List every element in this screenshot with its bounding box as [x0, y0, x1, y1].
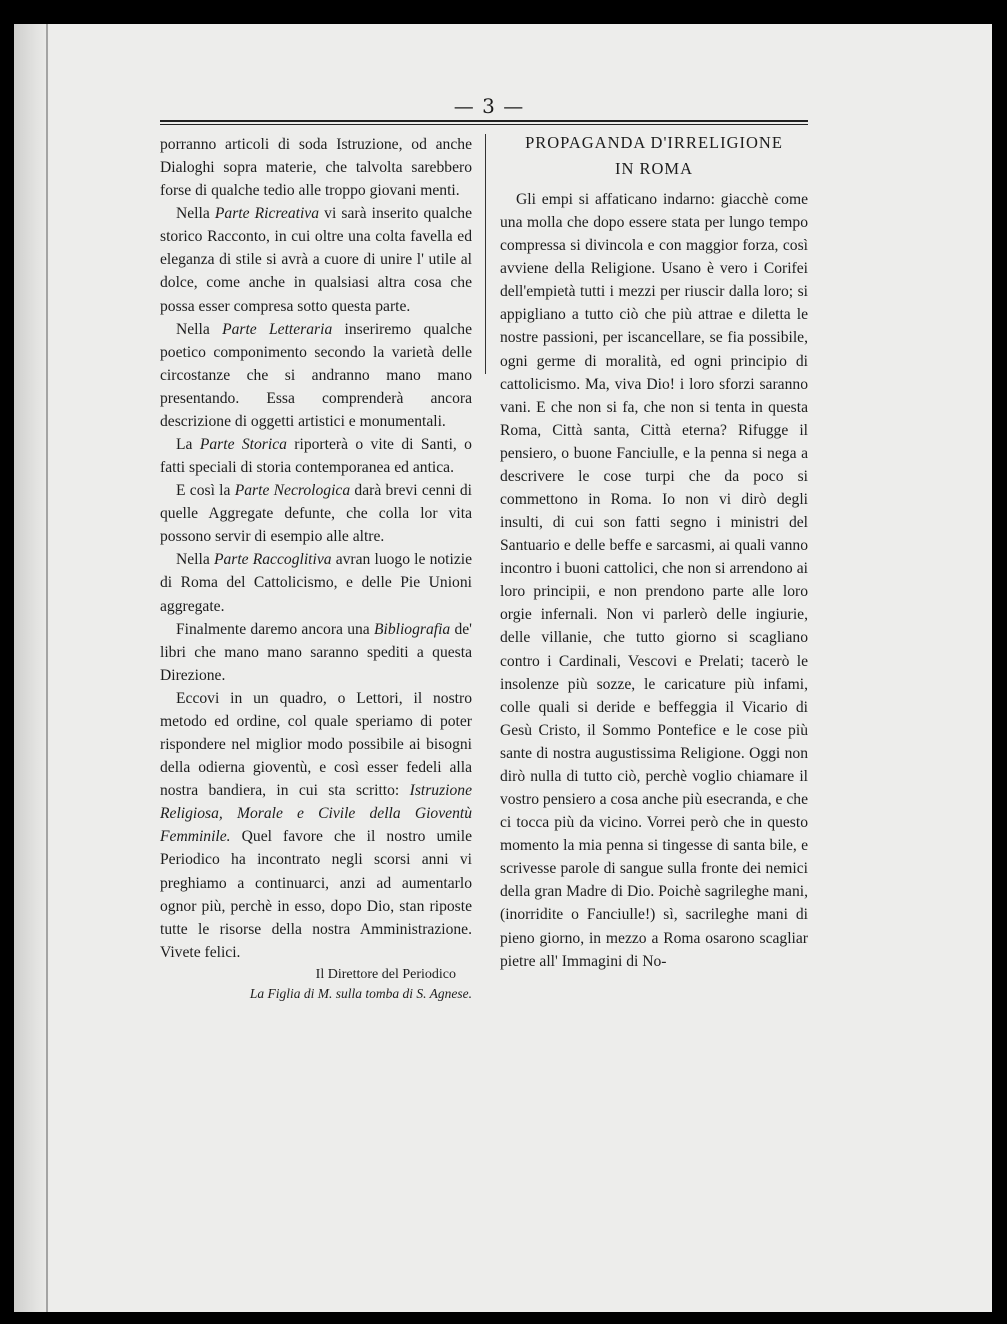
binding-gutter [14, 24, 50, 1312]
text-run: Quel favore che il nostro umile Periodico ha incontrato negli scorsi anni vi preghiamo a continuarci, anzi ad aumentarlo ognor più, perchè in esso, dopo Dio, stan riposte tutte le risorse della nostra Amministrazione. Vivete felici. [160, 828, 472, 961]
paragraph-parte-letteraria [160, 318, 472, 433]
paragraph: porranno articoli di soda Istruzione, od anche Dialoghi sopra materie, che talvolta sarebbero forse di qualche tedio alle troppo giovani menti. [160, 136, 472, 200]
text-run: Nella [176, 551, 214, 569]
signature-title: Il Direttore del Periodico [315, 966, 456, 982]
right-column [500, 131, 808, 973]
text-run: de' libri che mano mano saranno spediti a questa Direzione. [160, 620, 472, 684]
paragraph-parte-necrologica [160, 479, 472, 548]
section-name: Parte Ricreativa [214, 205, 320, 223]
page [14, 24, 992, 1312]
paragraph-parte-raccoglitiva [160, 548, 472, 617]
section-name: Parte Letteraria [222, 320, 333, 338]
paragraph-parte-ricreativa [160, 202, 472, 317]
text-run: La [176, 436, 200, 454]
paragraph-bibliografia [160, 618, 472, 687]
paragraph-closing [160, 687, 472, 964]
signature-name: La Figlia di M. sulla tomba di S. Agnese. [249, 985, 472, 1001]
text-run: Nella [176, 320, 223, 338]
text-run: riporterà o vite di Santi, o fatti speciali di storia contemporanea ed antica. [160, 436, 472, 477]
article-subtitle: IN ROMA [614, 159, 694, 178]
column-separator [485, 134, 486, 374]
left-column [160, 133, 472, 1003]
text-run: darà brevi cenni di quelle Aggregate defunte, che colla lor vita possono servir di esempio alle altre. [160, 482, 472, 546]
header-rule-thin [160, 124, 808, 125]
text-run: Nella [176, 205, 215, 223]
text-run: avran luogo le notizie di Roma del Cattolicismo, e delle Pie Unioni aggregate. [160, 551, 472, 615]
text-run: Finalmente daremo ancora una [176, 620, 374, 638]
text-run: E così la [176, 482, 235, 500]
text-run: inseriremo qualche poetico componimento secondo la varietà delle circostanze che si andranno mano mano presentando. Essa comprenderà ancora descrizione di oggetti artistici e monumentali. [160, 320, 472, 430]
text-run: vi sarà inserito qualche storico Racconto, in cui oltre una colta favella ed eleganza di stile si avrà a cuore di unire l' utile al dolce, come anche in qualsiasi altra cosa che possa esser compresa sotto questa parte. [160, 205, 472, 315]
article-title: PROPAGANDA D'IRRELIGIONE [525, 133, 783, 152]
section-name: Parte Storica [199, 436, 287, 454]
section-name: Parte Necrologica [234, 482, 351, 500]
text-run: Eccovi in un quadro, o Lettori, il nostro metodo ed ordine, col quale speriamo di poter rispondere nel miglior modo possibile ai bisogni della odierna gioventù, e così esser fedeli alla nostra bandiera, in cui sta scritto: [160, 689, 472, 800]
motto: Istruzione Religiosa, Morale e Civile della Gioventù Femminile. [160, 782, 472, 846]
paragraph-parte-storica [160, 433, 472, 479]
article-body: Gli empi si affaticano indarno: giacchè come una molla che dopo essere stata per lungo tempo compressa si divincola e con maggior forza, così avviene della Religione. Usano è vero i Corifei dell'empietà tutti i mezzi per riuscir dalla loro; si appigliano a tutto ciò che più attrae e diletta le nostre passioni, per iscancellare, se fia possibile, ogni germe di moralità, ed ogni principio di cattolicismo. Ma, viva Dio! i loro sforzi saranno vani. E che non si fa, che non si tenta in questa Roma, Città santa, Città eterna? Rifugge il pensiero, o buone Fanciulle, e la penna si nega a descrivere le cose turpi che da poco si commettono in Roma. Io non vi dirò degli insulti, di cui son fatti segno i ministri del Santuario e delle beffe e sarcasmi, ai quali vanno incontro i buoni cattolici, che non si arrendono ai loro principii, e non prendono parte alle loro orgie infernali. Non vi parlerò delle ingiurie, delle villanie, che tutto giorno si scagliano contro i Cardinali, Vescovi e Prelati; tacerò le insolenze più sozze, le caricature più infami, colle quali si deride e beffeggia il Vicario di Gesù Cristo, il Sommo Pontefice e le cose più sante di nostra augustissima Religione. Oggi non dirò nulla di tutto ciò, perchè voglio chiamare il vostro pensiero a cosa anche più esecranda, e che ci tocca più da vicino. Vorrei però che in questo momento la mia penna si tingesse di santa bile, e scrivesse parole di sangue sulla fronte dei nemici della gran Madre di Dio. Poichè sagrileghe mani, (inorridite o Fanciulle!) sì, sacrileghe mani di pieno giorno, in mezzo a Roma osarono scagliar pietre all' Immagini di No- [500, 191, 808, 970]
header-rule [160, 120, 808, 122]
page-number: — 3 — [453, 94, 525, 118]
section-name: Parte Raccoglitiva [213, 551, 332, 569]
binding-edge [46, 24, 48, 1312]
section-name: Bibliografia [373, 620, 451, 638]
